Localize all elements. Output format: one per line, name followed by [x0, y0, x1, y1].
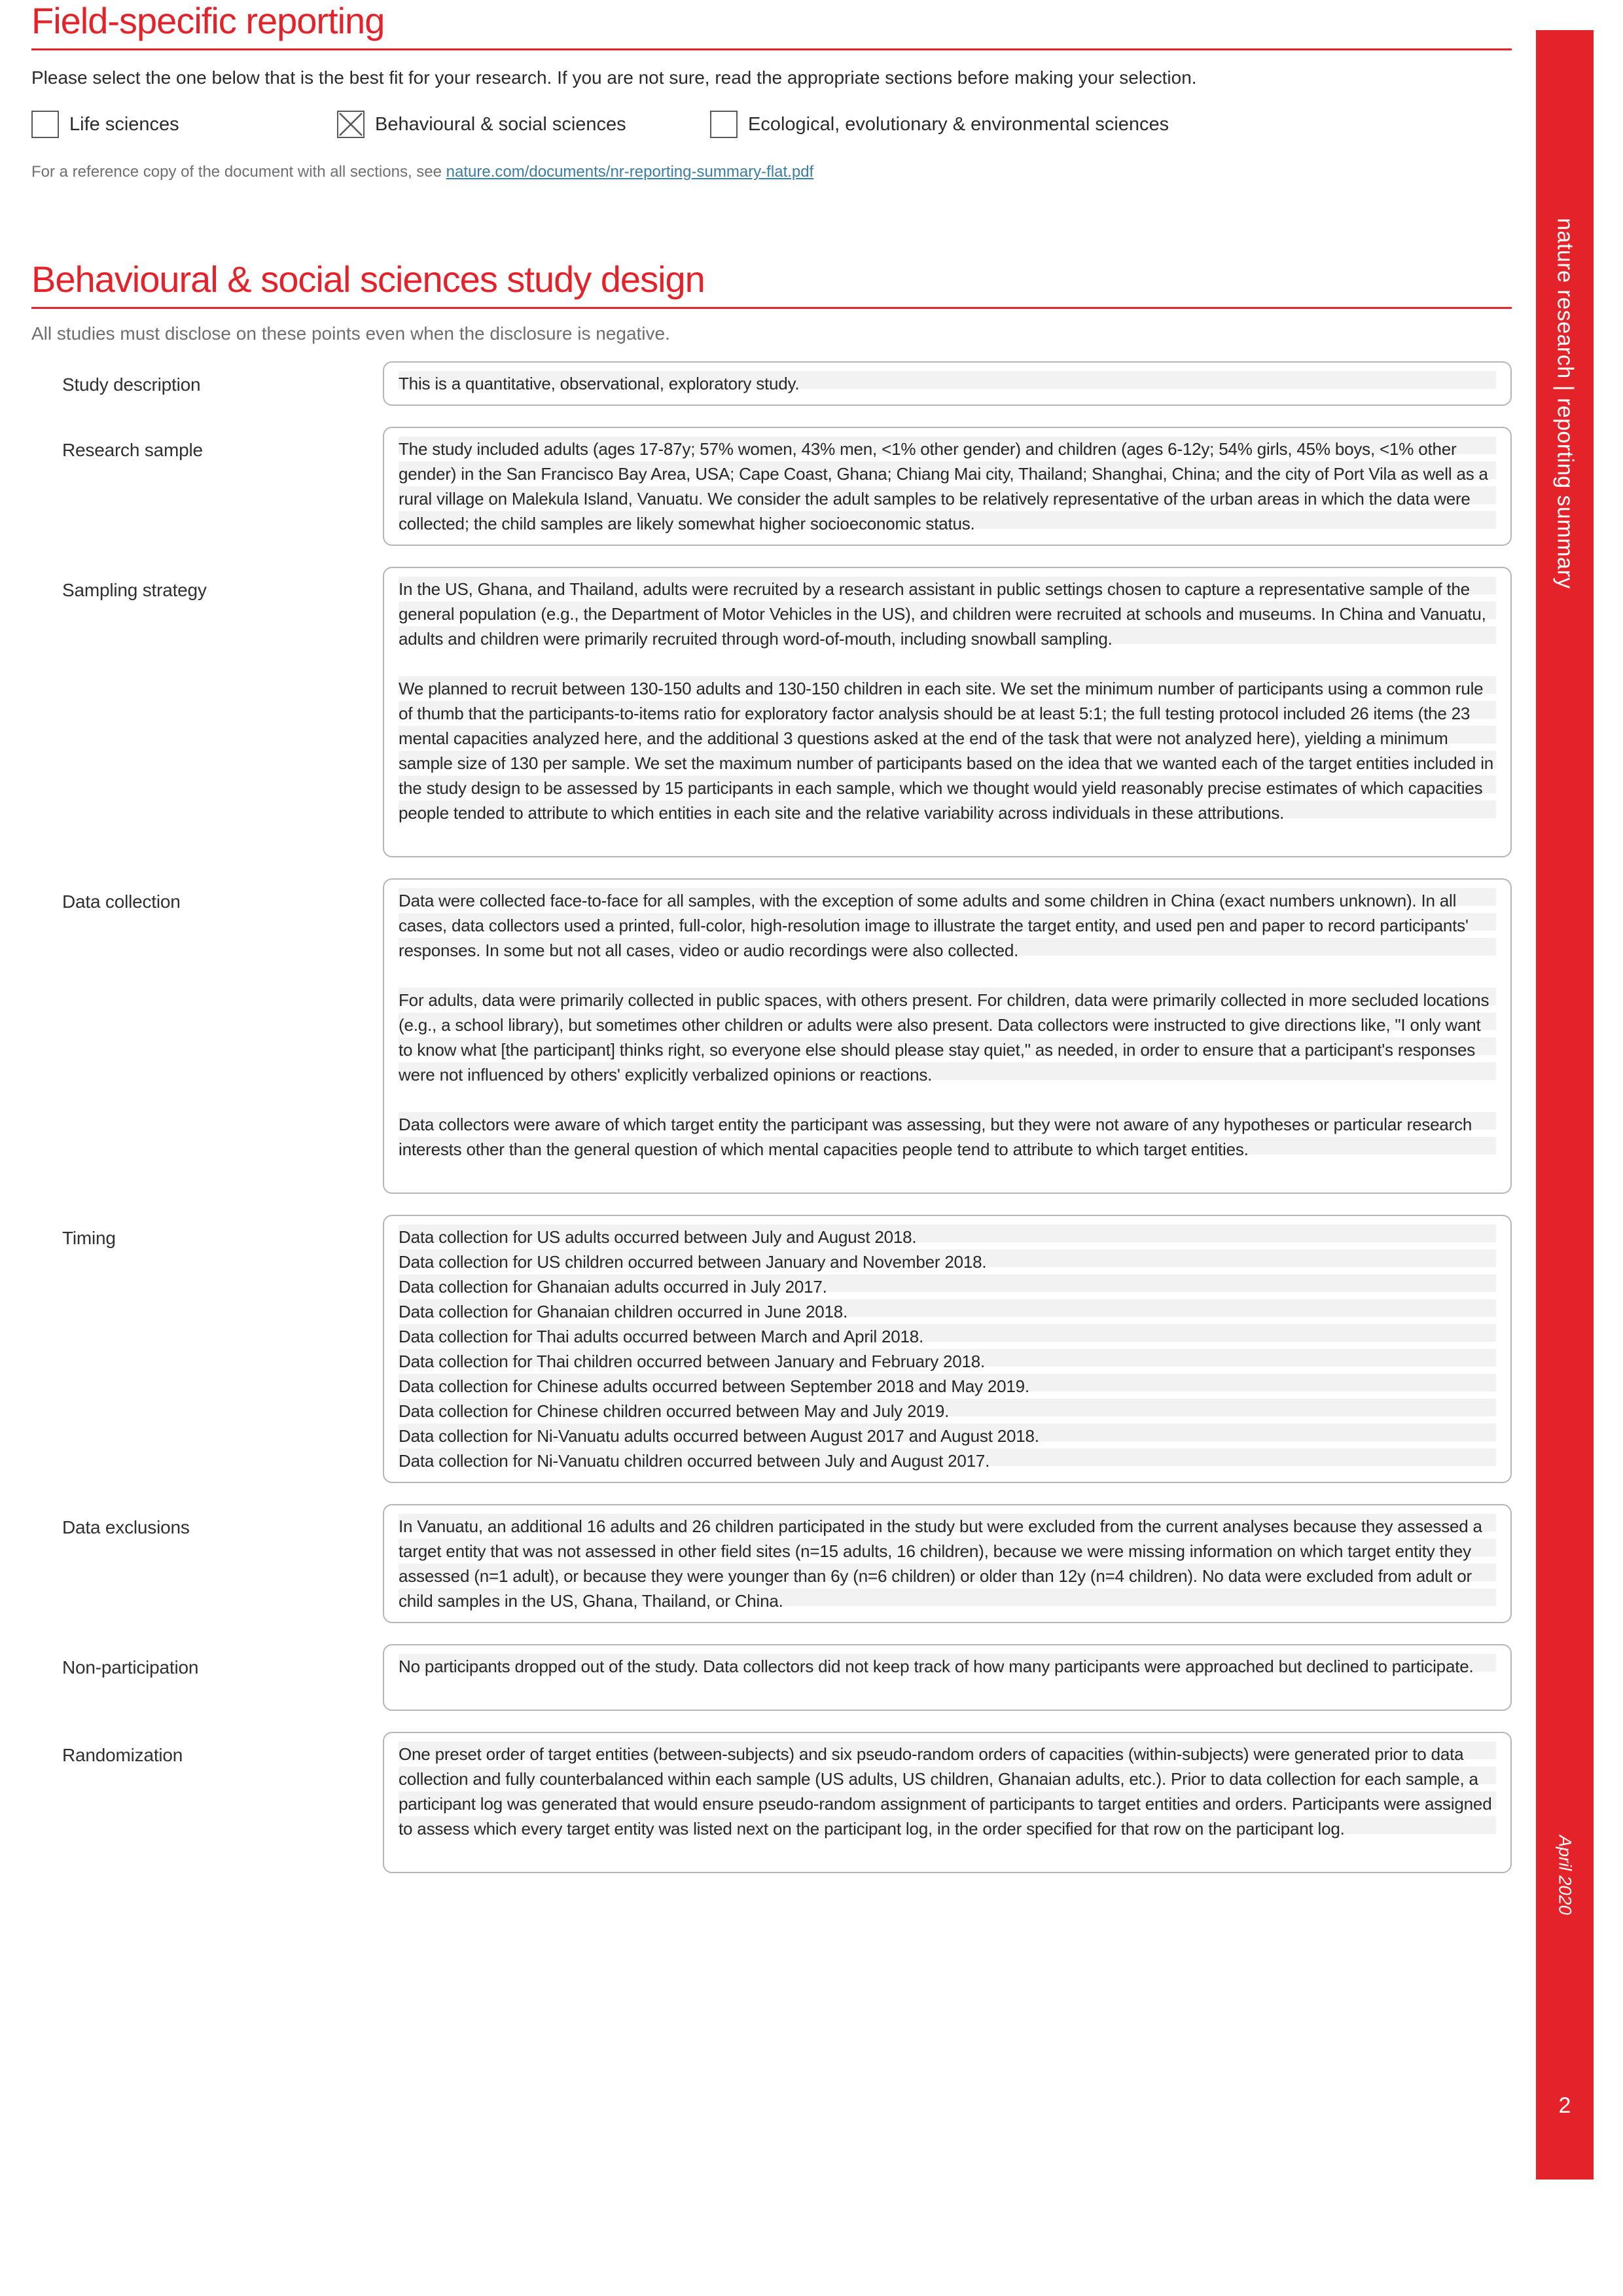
checkbox-unchecked-icon[interactable] [710, 111, 738, 138]
form-row-timing [31, 1215, 1512, 1483]
timing-line: Data collection for Ghanaian children occurred in June 2018. [399, 1299, 1496, 1324]
field-label: Research sample [62, 440, 203, 460]
timing-line: Data collection for Chinese children occurred between May and July 2019. [399, 1399, 1496, 1424]
timing-line: Data collection for Thai adults occurred between March and April 2018. [399, 1324, 1496, 1349]
answer-text: Data were collected face-to-face for all samples, with the exception of some adults and some children in China (exact numbers unknown). In all cases, data collectors used a printed, full-color, high-resolution image to illustrate the target entity, and used pen and paper to record participants' responses. In some but not all cases, video or audio recordings were also collected. [399, 888, 1496, 963]
field-label: Data collection [62, 891, 181, 912]
answer-text: This is a quantitative, observational, exploratory study. [399, 371, 1496, 396]
checkbox-checked-icon[interactable] [337, 111, 365, 138]
field-value-box[interactable] [383, 567, 1512, 857]
answer-text: One preset order of target entities (between-subjects) and six pseudo-random orders of capacities (within-subjects) were generated prior to data collection and fully counterbalanced within each sample (US adults, US children, Ghanaian adults, etc.). Prior to data collection for each sample, a participant log was generated that would ensure pseudo-random assignment of participants to target entities and orders. Participants were assigned to assess which every target entity was listed next on the participant log, in the order specified for that row on the participant log. [399, 1742, 1496, 1841]
option-label: Behavioural & social sciences [375, 113, 626, 135]
field-value-box[interactable] [383, 427, 1512, 546]
timing-line: Data collection for US adults occurred between July and August 2018. [399, 1225, 1496, 1249]
answer-text: Data collectors were aware of which target entity the participant was assessing, but they were not aware of any hypotheses or particular research interests other than the general question of which mental capacities people tend to attribute to which target entities. [399, 1112, 1496, 1162]
form-row-research-sample [31, 427, 1512, 546]
form-row-data-exclusions [31, 1504, 1512, 1623]
timing-line: Data collection for US children occurred between January and November 2018. [399, 1249, 1496, 1274]
section-rule [31, 307, 1512, 309]
field-value-box[interactable] [383, 1644, 1512, 1711]
field-options-row [31, 109, 1512, 139]
form-row-study-description [31, 361, 1512, 406]
field-value-box[interactable] [383, 1732, 1512, 1873]
checkbox-unchecked-icon[interactable] [31, 111, 59, 138]
section-title-field-specific-reporting: Field-specific reporting [31, 0, 385, 41]
field-value-box[interactable] [383, 1215, 1512, 1483]
option-ecological-sciences[interactable] [710, 111, 1169, 138]
nature-research-sidebar [1536, 30, 1594, 2179]
sidebar-brand-text: nature research | reporting summary [1552, 218, 1578, 589]
answer-text: No participants dropped out of the study. Data collectors did not keep track of how many participants were approached but declined to participate. [399, 1654, 1496, 1679]
field-label: Timing [62, 1228, 116, 1248]
field-label: Data exclusions [62, 1517, 190, 1537]
reference-link[interactable]: nature.com/documents/nr-reporting-summary-flat.pdf [446, 163, 814, 181]
section-rule [31, 48, 1512, 50]
study-design-form [31, 361, 1512, 1873]
form-row-sampling-strategy [31, 567, 1512, 857]
form-row-data-collection [31, 878, 1512, 1194]
study-design-section [31, 259, 1512, 346]
x-mark-icon [338, 112, 363, 137]
field-label: Study description [62, 374, 201, 395]
answer-text: In Vanuatu, an additional 16 adults and 26 children participated in the study but were excluded from the current analyses because they assessed a target entity that was not assessed in other field sites (n=15 adults, 16 children), because we were missing information on which target entity they assessed (n=1 adult), or because they were younger than 6y (n=6 children) or older than 12y (n=4 children). No data were excluded from adult or child samples in the US, Ghana, Thailand, or China. [399, 1514, 1496, 1613]
field-value-box[interactable] [383, 361, 1512, 406]
reference-note [31, 163, 1512, 181]
main-content [31, 0, 1512, 1894]
reference-note-text: For a reference copy of the document with all sections, see [31, 163, 446, 181]
timing-line: Data collection for Ghanaian adults occurred in July 2017. [399, 1274, 1496, 1299]
page-number: 2 [1558, 2093, 1571, 2118]
option-behavioural-social-sciences[interactable] [337, 111, 710, 138]
option-label: Life sciences [69, 113, 179, 135]
timing-line: Data collection for Ni-Vanuatu adults occurred between August 2017 and August 2018. [399, 1424, 1496, 1448]
field-specific-intro: Please select the one below that is the best fit for your research. If you are not sure, read the appropriate sections before making your selection. [31, 67, 1197, 88]
form-row-non-participation [31, 1644, 1512, 1711]
field-label: Randomization [62, 1745, 183, 1765]
answer-text: In the US, Ghana, and Thailand, adults were recruited by a research assistant in public settings chosen to capture a representative sample of the general population (e.g., the Department of Motor Vehicles in the US), and children were recruited at schools and museums. In China and Vanuatu, adults and children were primarily recruited through word-of-mouth, including snowball sampling. [399, 577, 1496, 651]
field-label: Sampling strategy [62, 580, 207, 600]
answer-text: We planned to recruit between 130-150 adults and 130-150 children in each site. We set the minimum number of participants using a common rule of thumb that the participants-to-items ratio for exploratory factor analysis should be at least 5:1; the full testing protocol included 26 items (the 23 mental capacities analyzed here, and the additional 3 questions asked at the end of the task that were not analyzed here), yielding a minimum sample size of 130 per sample. We set the maximum number of participants based on the idea that we wanted each of the target entities included in the study design to be assessed by 15 participants in each sample, which we thought would yield reasonably precise estimates of which capacities people tended to attribute to which entities in each site and the relative variability across individuals in these attributions. [399, 676, 1496, 825]
study-design-subtitle: All studies must disclose on these points even when the disclosure is negative. [31, 323, 670, 344]
sidebar-issue-date: April 2020 [1555, 1835, 1575, 1915]
field-value-box[interactable] [383, 1504, 1512, 1623]
answer-text: For adults, data were primarily collected in public spaces, with others present. For children, data were primarily collected in more secluded locations (e.g., a school library), but sometimes other children or adults were also present. Data collectors were instructed to give directions like, "I only want to know what [the participant] thinks right, so everyone else should please stay quiet," as needed, in order to ensure that a participant's responses were not influenced by others' explicitly verbalized opinions or reactions. [399, 988, 1496, 1087]
option-label: Ecological, evolutionary & environmental sciences [748, 113, 1169, 135]
answer-text: The study included adults (ages 17-87y; 57% women, 43% men, <1% other gender) and children (ages 6-12y; 54% girls, 45% boys, <1% other gender) in the San Francisco Bay Area, USA; Cape Coast, Ghana; Chiang Mai city, Thailand; Shanghai, China; and the city of Port Vila as well as a rural village on Malekula Island, Vanuatu. We consider the adult samples to be relatively representative of the urban areas in which the data were collected; the child samples are likely somewhat higher socioeconomic status. [399, 437, 1496, 536]
form-row-randomization [31, 1732, 1512, 1873]
timing-line: Data collection for Chinese adults occurred between September 2018 and May 2019. [399, 1374, 1496, 1399]
timing-line: Data collection for Thai children occurred between January and February 2018. [399, 1349, 1496, 1374]
option-life-sciences[interactable] [31, 111, 337, 138]
field-value-box[interactable] [383, 878, 1512, 1194]
section-title-study-design: Behavioural & social sciences study design [31, 259, 705, 300]
field-label: Non-participation [62, 1657, 199, 1677]
timing-line: Data collection for Ni-Vanuatu children occurred between July and August 2017. [399, 1448, 1496, 1473]
